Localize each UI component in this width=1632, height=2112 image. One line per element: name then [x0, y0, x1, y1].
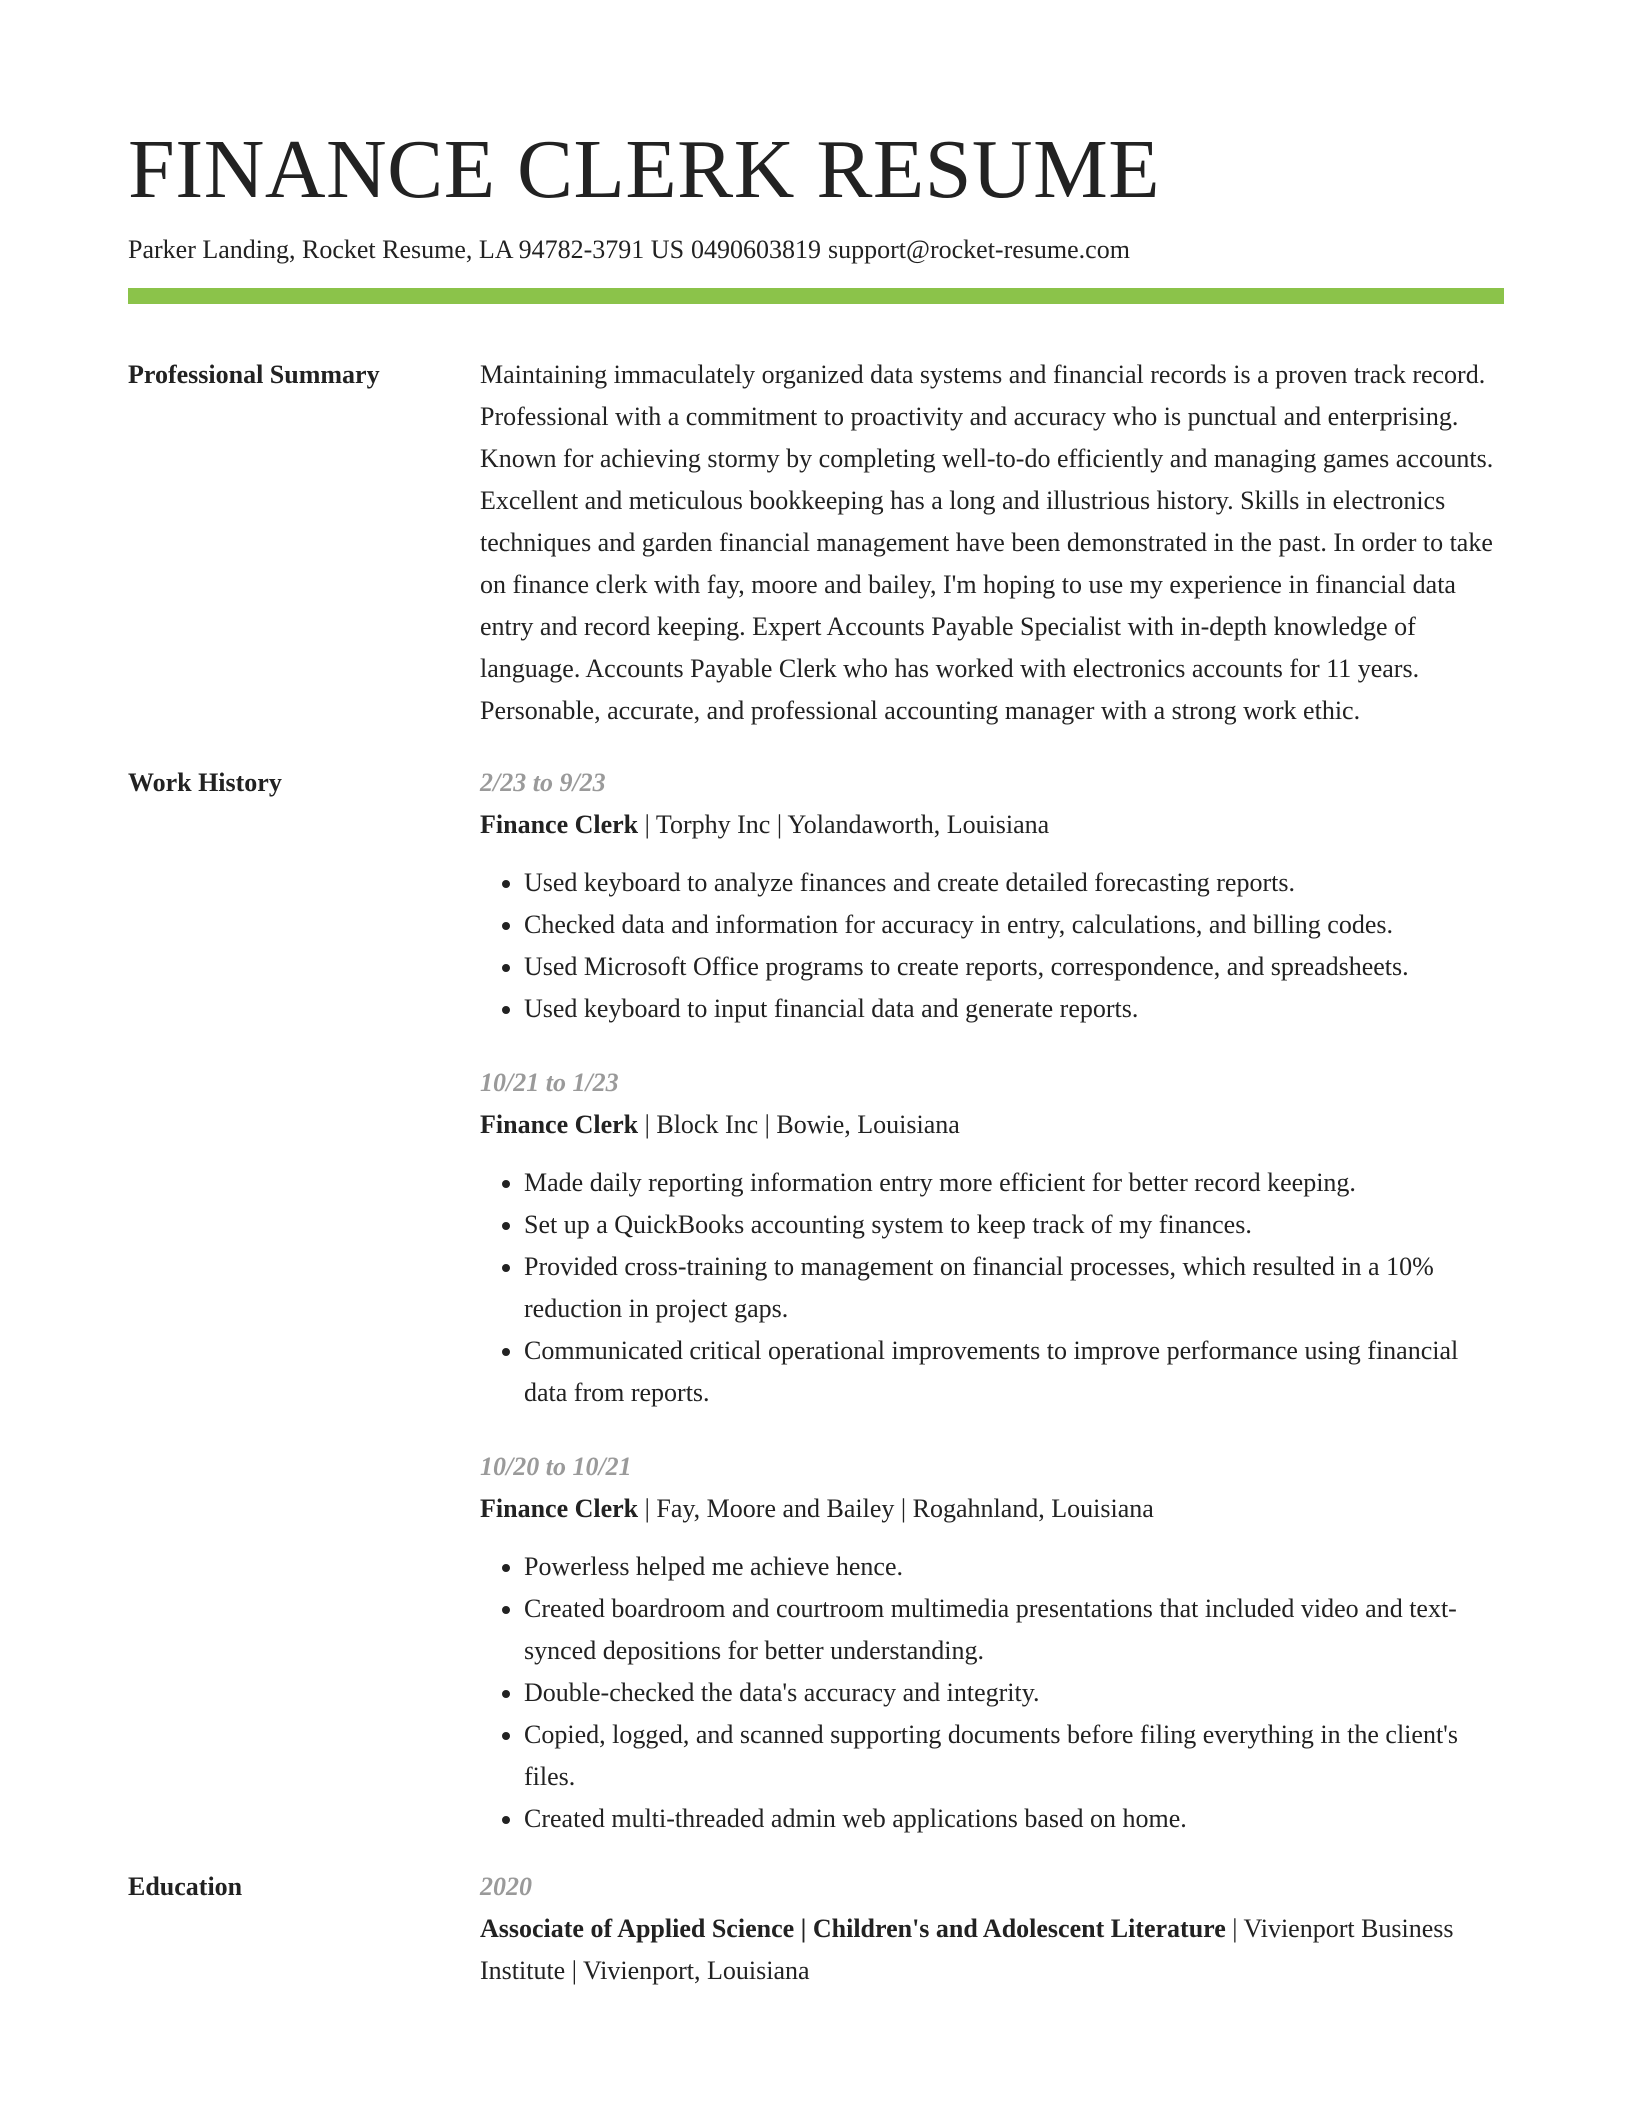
duty-item: • Created boardroom and courtroom multimedia presentations that included video and text-synced depositions for better understanding. [524, 1588, 1504, 1672]
job-duties [480, 1546, 1504, 1840]
degree: Associate of Applied Science | Children's and Adolescent Literature [480, 1914, 1226, 1943]
duty-item: • Used keyboard to input financial data and generate reports. [524, 988, 1504, 1030]
work-history-list [480, 762, 1504, 1840]
job-title: Finance Clerk [480, 1494, 639, 1523]
education-heading: Education [128, 1872, 243, 1901]
job-dates: 2/23 to 9/23 [480, 768, 606, 797]
duty-item: • Double-checked the data's accuracy and integrity. [524, 1672, 1504, 1714]
work-history-section [128, 762, 1504, 1840]
job-details: | Torphy Inc | Yolandaworth, Louisiana [638, 810, 1050, 839]
education-entry [480, 1866, 1504, 1992]
duty-item: • Communicated critical operational improvements to improve performance using financial data from reports. [524, 1330, 1504, 1414]
job-title: Finance Clerk [480, 1110, 639, 1139]
duty-item: • Made daily reporting information entry more efficient for better record keeping. [524, 1162, 1504, 1204]
duty-item: • Powerless helped me achieve hence. [524, 1546, 1504, 1588]
email: support@rocket-resume.com [828, 235, 1130, 264]
resume-title: FINANCE CLERK RESUME [128, 123, 1161, 216]
work-history-heading: Work History [128, 768, 282, 797]
duty-item: • Set up a QuickBooks accounting system to keep track of my finances. [524, 1204, 1504, 1246]
job-duties [480, 1162, 1504, 1414]
address: Parker Landing, Rocket Resume, LA 94782-3791 US [128, 235, 685, 264]
job-dates: 10/21 to 1/23 [480, 1068, 619, 1097]
accent-divider [128, 288, 1504, 304]
duty-item: • Copied, logged, and scanned supporting documents before filing everything in the client's files. [524, 1714, 1504, 1798]
summary-heading: Professional Summary [128, 360, 380, 389]
phone: 0490603819 [691, 235, 822, 264]
duty-item: • Checked data and information for accuracy in entry, calculations, and billing codes. [524, 904, 1504, 946]
contact-line [128, 232, 1504, 268]
duty-item: • Used Microsoft Office programs to create reports, correspondence, and spreadsheets. [524, 946, 1504, 988]
job-details: | Fay, Moore and Bailey | Rogahnland, Louisiana [638, 1494, 1154, 1523]
job-title-line [480, 1104, 1504, 1146]
education-line [480, 1908, 1504, 1992]
summary-text: Maintaining immaculately organized data systems and financial records is a proven track record. Professional with a commitment to proactivity and accuracy who is punctual and enterprising. Known for achieving stormy by completing well-to-do efficiently and managing games accounts. Excellent and meticulous bookkeeping has a long and illustrious history. Skills in electronics techniques and garden financial management have been demonstrated in the past. In order to take on finance clerk with fay, moore and bailey, I'm hoping to use my experience in financial data entry and record keeping. Expert Accounts Payable Specialist with in-depth knowledge of language. Accounts Payable Clerk who has worked with electronics accounts for 11 years. Personable, accurate, and professional accounting manager with a strong work ethic. [480, 360, 1494, 725]
job-title-line [480, 804, 1504, 846]
education-section [128, 1866, 1504, 1992]
job-details: | Block Inc | Bowie, Louisiana [638, 1110, 960, 1139]
education-year: 2020 [480, 1872, 532, 1901]
job-title: Finance Clerk [480, 810, 639, 839]
job-title-line [480, 1488, 1504, 1530]
job-dates: 10/20 to 10/21 [480, 1452, 632, 1481]
job-entry [480, 762, 1504, 1030]
job-entry [480, 1446, 1504, 1840]
summary-section [128, 354, 1504, 732]
duty-item: • Used keyboard to analyze finances and create detailed forecasting reports. [524, 862, 1504, 904]
resume-page [128, 120, 1504, 1992]
job-entry [480, 1062, 1504, 1414]
duty-item: • Provided cross-training to management on financial processes, which resulted in a 10% reduction in project gaps. [524, 1246, 1504, 1330]
school: | Vivienport Business Institute | Vivienport, Louisiana [480, 1914, 1454, 1985]
job-duties [480, 862, 1504, 1030]
duty-item: • Created multi-threaded admin web applications based on home. [524, 1798, 1504, 1840]
